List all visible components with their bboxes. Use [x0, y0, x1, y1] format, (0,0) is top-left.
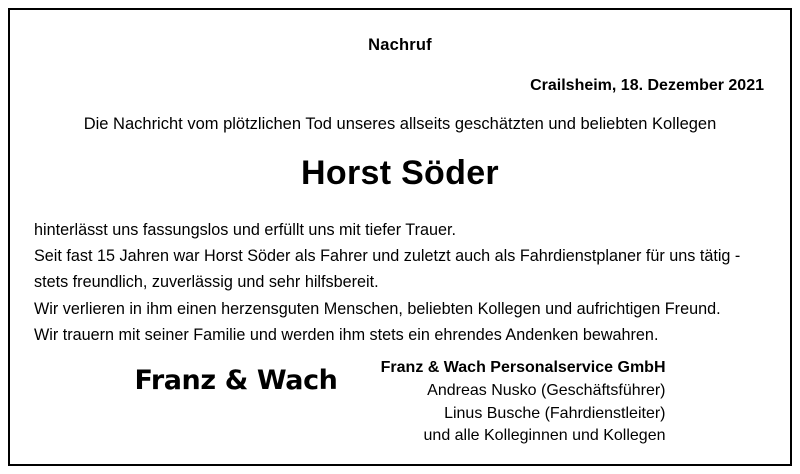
signatory-line: und alle Kolleginnen und Kollegen	[423, 427, 666, 445]
body-line: stets freundlich, zuverlässig und sehr hilfsbereit.	[34, 273, 379, 292]
obituary-notice-card	[8, 8, 792, 466]
body-line: Wir trauern mit seiner Familie und werden ihm stets ein ehrendes Andenken bewahren.	[34, 325, 659, 344]
body-line: Wir verlieren in ihm einen herzensguten Menschen, beliebten Kollegen und aufrichtigen Freund.	[34, 299, 721, 318]
company-name: Franz & Wach Personalservice GmbH	[380, 359, 666, 377]
place-and-date: Crailsheim, 18. Dezember 2021	[530, 77, 764, 94]
body-line: hinterlässt uns fassungslos und erfüllt uns mit tiefer Trauer.	[34, 221, 456, 239]
signatory-line: Andreas Nusko (Geschäftsführer)	[427, 381, 666, 399]
franz-und-wach-logo: Franz & Wach	[134, 365, 338, 397]
notice-footer	[34, 357, 766, 448]
company-signature-block	[356, 357, 666, 448]
lead-text: Die Nachricht vom plötzlichen Tod unseres allseits geschätzten und beliebten Kollegen	[83, 115, 717, 133]
signatory-line: Linus Busche (Fahrdienstleiter)	[444, 404, 666, 422]
deceased-name: Horst Söder	[301, 154, 499, 192]
obituary-body	[34, 217, 766, 348]
body-line: Seit fast 15 Jahren war Horst Söder als Fahrer und zuletzt auch als Fahrdienstplaner für uns tätig -	[34, 247, 741, 266]
notice-heading: Nachruf	[368, 36, 432, 54]
